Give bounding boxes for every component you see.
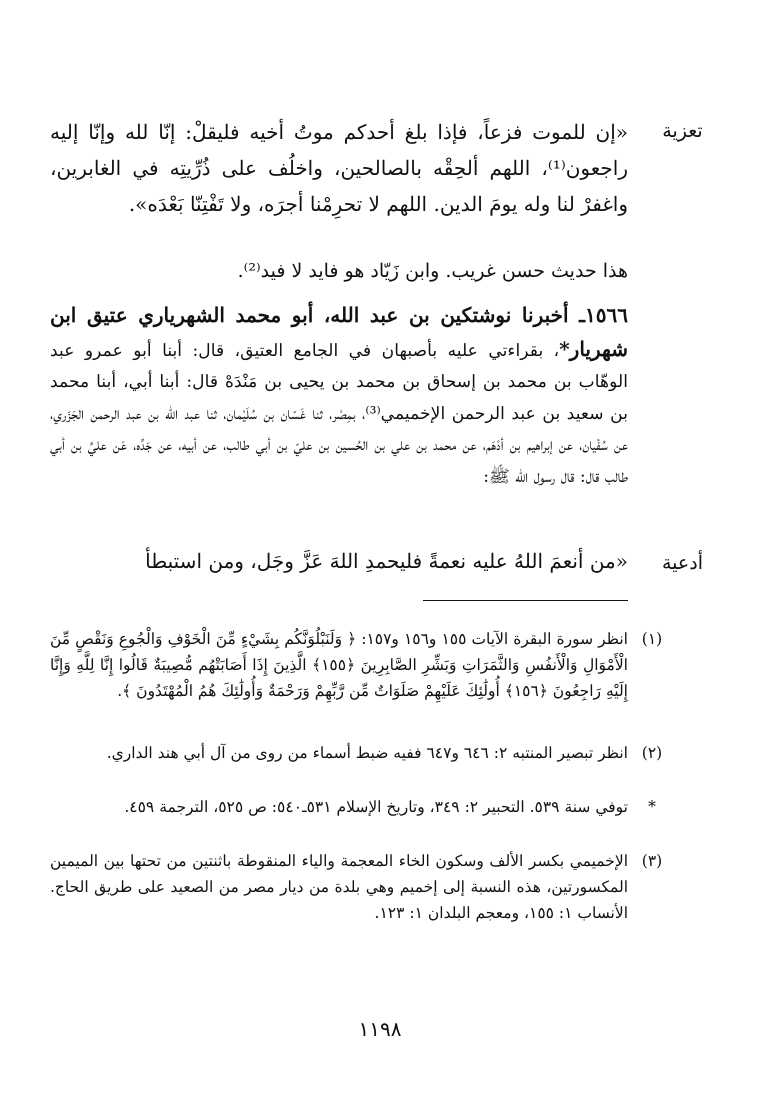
footnote-text: توفي سنة ٥٣٩. التحبير ٢: ٣٤٩، وتاريخ الإسلام ٥٣١ـ٥٤٠: ص ٥٢٥، الترجمة ٤٥٩. (124, 798, 628, 816)
footnote-divider (423, 600, 628, 601)
hadith-text-paragraph: «إن للموت فزعاً، فإذا بلغ أحدكم موتُ أخيه فليقلْ: إنّا لله وإنّا إليه راجعون⁽¹⁾، اللهم ألحِقْه بالصالحين، واخلُف على ذُرِّيتِه في الغابرين، واغفرْ لنا وله يومَ الدين. اللهم لا تحرِمْنا أجرَه، ولا تَفْتِنّا بَعْدَه». (50, 120, 628, 216)
hadith-matn-paragraph: «من أنعمَ اللهُ عليه نعمةً فليحمدِ اللهَ عَزَّ وجَل، ومن استبطأ (145, 549, 628, 573)
footnote-number: (٢) (641, 744, 663, 762)
footnote-number: (٣) (641, 852, 663, 870)
footnote-3 (50, 848, 663, 926)
footnote-2 (50, 740, 663, 766)
footnote-star (50, 794, 656, 820)
footnote-text: انظر سورة البقرة الآيات ١٥٥ و١٥٦ و١٥٧: ﴿ وَلَنَبْلُوَنَّكُم بِشَيْءٍ مِّنَ الْخَوْفِ وَالْجُوعِ وَنَقْصٍ مِّنَ الْأَمْوَالِ وَالْأَنفُسِ وَالثَّمَرَاتِ وَبَشِّرِ الصَّابِرِينَ ﴿١٥٥﴾ الَّذِينَ إِذَا أَصَابَتْهُم مُّصِيبَةٌ قَالُوا إِنَّا لِلَّهِ وَإِنَّا إِلَيْهِ رَاجِعُونَ ﴿١٥٦﴾ أُولَٰئِكَ عَلَيْهِمْ صَلَوَاتٌ مِّن رَّبِّهِمْ وَرَحْمَةٌ وَأُولَٰئِكَ هُمُ الْمُهْتَدُونَ ﴾. (50, 630, 628, 700)
hadith-chain-paragraph (50, 300, 628, 493)
footnote-text: الإخميمي بكسر الألف وسكون الخاء المعجمة والياء المنقوطة باثنتين من تحتها بين الميمين المكسورتين، هذه النسبة إلى إخميم وهي بلدة من ديار مصر من الصعيد على طريق الحاج. الأنساب ١: ١٥٥، ومعجم البلدان ١: ١٢٣. (50, 852, 628, 922)
hadith-number-heading: ١٥٦٦ـ أخبرنا نوشتكين بن عبد الله، أبو محمد الشهرياري عتيق ابن شهريار* (50, 303, 628, 361)
footnote-number: (١) (641, 630, 663, 648)
grading-paragraph: هذا حديث حسن غريب. وابن زَيّاد هو فايد لا فيد⁽²⁾. (237, 260, 628, 282)
hadith-chain-text: ، بقراءتي عليه بأصبهان في الجامع العتيق، قال: أبنا أبو عمرو عبد الوهّاب بن محمد بن إسحاق بن محمد بن يحيى بن مَنْدَهْ قال: أبنا أبي، أبنا محمد بن سعيد بن عبد الرحمن الإخميمي⁽³⁾، بمِصْر، ثنا غَسّان بن سُلَيْمان، ثنا عبد الله بن عبد الرحمن الجَزَري، عن سُفْيان، عن إبراهيم بن أدْهَم، عن محمد بن علي بن الحُسين بن عليّ بن أبي طالب، عن أبيه، عن جَدِّه، عَن عليِّ بن أبي طالب قال: قال رسول الله ﷺ: (50, 340, 628, 487)
page-number: ١١٩٨ (358, 1017, 402, 1041)
footnote-1 (50, 626, 663, 704)
margin-note-taziya: تعزية (662, 120, 703, 142)
footnote-text: انظر تبصير المنتبه ٢: ٦٤٦ و٦٤٧ ففيه ضبط أسماء من روى من آل أبي هند الداري. (106, 744, 628, 762)
footnote-number: * (648, 798, 656, 816)
margin-note-adiya: أدعية (662, 552, 703, 574)
